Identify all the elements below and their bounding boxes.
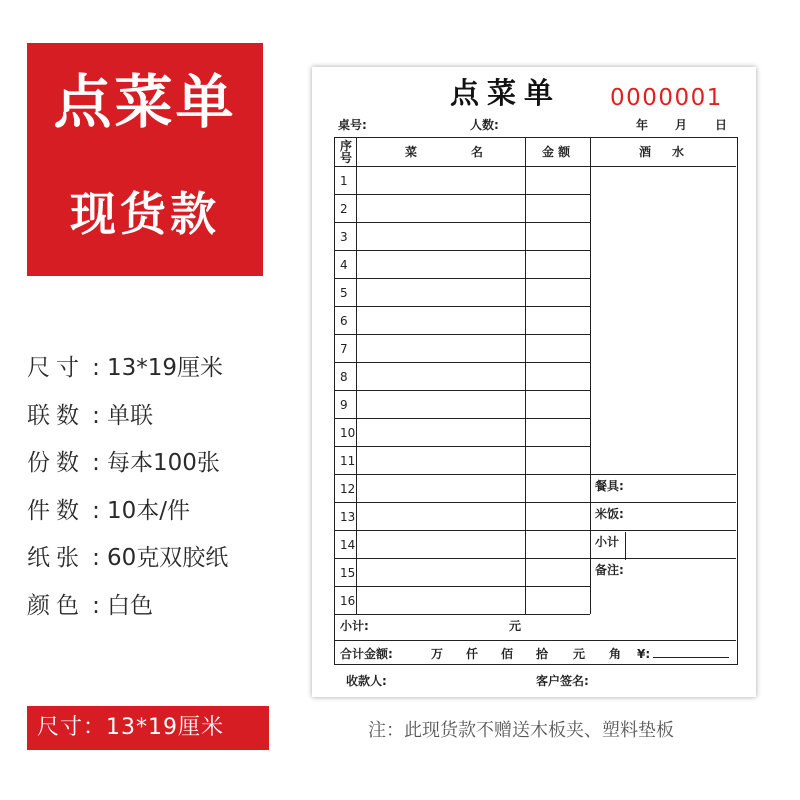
payee-label: 收款人: — [346, 674, 387, 688]
spec-item-copies — [27, 393, 228, 441]
currency-label: ¥: — [637, 647, 651, 661]
table-grid-line — [335, 446, 590, 447]
rice-label: 米饭: — [595, 507, 624, 521]
spec-separator: : — [92, 450, 100, 476]
spec-value: 13*19厘米 — [107, 355, 224, 381]
table-grid-line — [335, 362, 590, 363]
table-grid-line — [335, 222, 590, 223]
spec-key: 份数 — [27, 450, 85, 476]
spec-key: 联数 — [27, 402, 85, 429]
table-grid-line — [356, 138, 357, 614]
table-grid-line — [590, 530, 736, 531]
spec-key: 件数 — [27, 497, 85, 524]
footnote: 注：此现货款不赠送木板夹、塑料垫板 — [368, 720, 674, 741]
table-number-label: 桌号: — [338, 118, 367, 132]
unit-yuan: 元 — [573, 647, 586, 661]
row-number: 12 — [340, 482, 356, 496]
spec-separator: : — [92, 402, 100, 429]
row-number: 1 — [340, 174, 348, 188]
total-amount-label: 合计金额: — [340, 647, 393, 661]
subtotal-yuan-label: 元 — [509, 619, 522, 633]
spec-item-sheets — [27, 440, 228, 488]
size-banner: 尺寸：13*19厘米 — [27, 706, 269, 750]
table-grid-line — [335, 640, 736, 641]
spec-separator: : — [92, 545, 100, 571]
row-number: 8 — [340, 370, 348, 384]
spec-separator: : — [92, 497, 100, 524]
row-number: 11 — [340, 454, 356, 468]
table-grid-line — [335, 278, 590, 279]
table-grid-line — [335, 250, 590, 251]
row-number: 3 — [340, 230, 348, 244]
table-grid-line — [335, 530, 590, 531]
unit-jiao: 角 — [609, 647, 622, 661]
unit-wan: 万 — [431, 647, 444, 661]
year-label: 年 — [636, 118, 649, 132]
remarks-label: 备注: — [595, 563, 624, 577]
table-grid-line — [335, 194, 590, 195]
header-drinks-2: 水 — [672, 145, 685, 159]
header-dish-1: 菜 — [405, 145, 418, 159]
spec-value: 单联 — [107, 402, 153, 429]
spec-value: 60克双胶纸 — [107, 545, 229, 571]
order-table — [334, 137, 738, 665]
table-grid-line — [335, 586, 590, 587]
row-number: 5 — [340, 286, 348, 300]
promo-title: 点菜单 — [53, 68, 237, 136]
table-grid-line — [335, 502, 590, 503]
table-grid-line — [335, 166, 736, 167]
table-grid-line — [335, 306, 590, 307]
promo-banner — [27, 43, 263, 276]
spec-item-pieces — [27, 488, 228, 536]
day-label: 日 — [715, 118, 728, 132]
table-grid-line — [525, 138, 526, 614]
unit-qian: 仟 — [466, 647, 479, 661]
row-number: 2 — [340, 202, 348, 216]
table-grid-line — [335, 474, 590, 475]
row-number: 16 — [340, 594, 356, 608]
row-number: 10 — [340, 426, 356, 440]
spec-value: 每本100张 — [107, 450, 220, 476]
promo-subtitle: 现货款 — [70, 187, 220, 241]
people-count-label: 人数: — [470, 118, 499, 132]
subtotal-label: 小计: — [340, 619, 369, 633]
table-grid-line — [335, 614, 590, 615]
spec-item-size — [27, 345, 228, 393]
header-amount: 金 额 — [542, 145, 571, 159]
spec-key: 颜色 — [27, 592, 85, 619]
month-label: 月 — [675, 118, 688, 132]
row-number: 14 — [340, 538, 356, 552]
table-grid-line — [335, 334, 590, 335]
header-drinks-1: 酒 — [639, 145, 652, 159]
form-title: 点菜单 — [450, 76, 562, 110]
header-seq-top: 序 — [340, 139, 353, 153]
table-grid-line — [590, 558, 736, 559]
row-number: 4 — [340, 258, 348, 272]
spec-key: 尺寸 — [27, 355, 85, 381]
spec-item-color — [27, 583, 228, 631]
table-grid-line — [590, 502, 736, 503]
spec-separator: : — [92, 592, 100, 619]
spec-value: 白色 — [107, 592, 153, 619]
side-subtotal-label: 小计 — [595, 535, 620, 549]
order-form-sheet — [312, 67, 756, 697]
spec-item-paper — [27, 535, 228, 583]
spec-key: 纸张 — [27, 545, 85, 571]
tableware-label: 餐具: — [595, 479, 624, 493]
serial-number: 0000001 — [610, 85, 723, 111]
table-grid-line — [590, 138, 591, 614]
unit-bai: 佰 — [501, 647, 514, 661]
spec-list — [27, 345, 228, 630]
unit-shi: 拾 — [536, 647, 549, 661]
header-seq-bottom: 号 — [340, 151, 353, 165]
customer-signature-label: 客户签名: — [536, 674, 589, 688]
row-number: 9 — [340, 398, 348, 412]
table-grid-line — [653, 657, 729, 658]
table-grid-line — [590, 474, 736, 475]
row-number: 13 — [340, 510, 356, 524]
table-grid-line — [335, 390, 590, 391]
table-grid-line — [625, 532, 626, 560]
row-number: 7 — [340, 342, 348, 356]
row-number: 15 — [340, 566, 356, 580]
header-dish-2: 名 — [471, 145, 484, 159]
table-grid-line — [335, 418, 590, 419]
spec-value: 10本/件 — [107, 497, 191, 524]
spec-separator: : — [92, 355, 100, 381]
row-number: 6 — [340, 314, 348, 328]
table-grid-line — [335, 558, 590, 559]
